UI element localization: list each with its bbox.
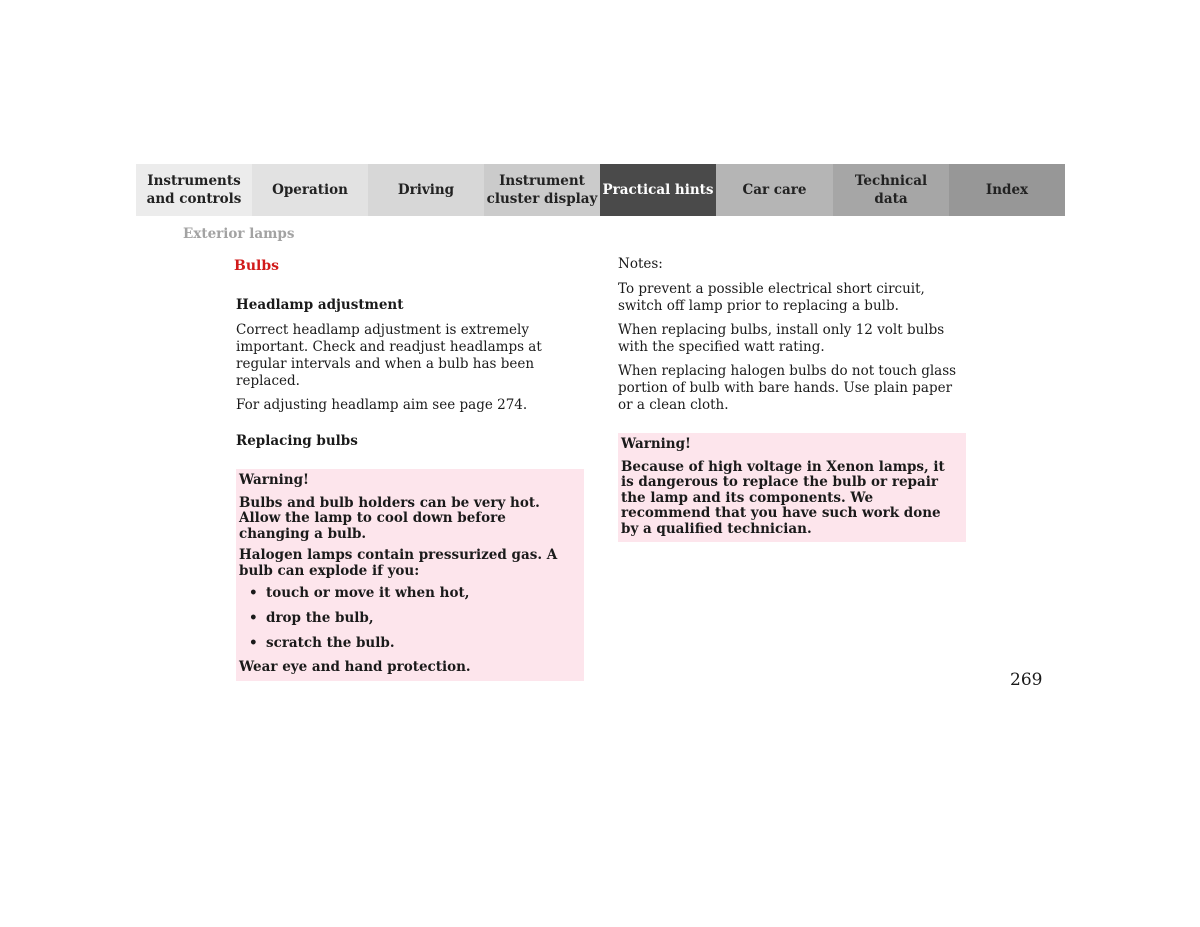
bulbs-heading: Bulbs — [234, 258, 280, 274]
tab-practical-hints[interactable]: Practical hints — [600, 164, 716, 216]
replacing-bulbs-heading: Replacing bulbs — [236, 433, 358, 449]
xenon-warning-box — [618, 433, 966, 542]
note-12-volt: When replacing bulbs, install only 12 volt bulbs with the specified watt rating. — [618, 322, 945, 355]
warning-hot-text: Bulbs and bulb holders can be very hot. Allow the lamp to cool down before changing a bulb. — [239, 494, 540, 542]
warning-protection-text: Wear eye and hand protection. — [239, 659, 471, 675]
section-title: Exterior lamps — [183, 226, 295, 242]
right-column — [618, 256, 966, 542]
tab-index[interactable]: Index — [949, 164, 1065, 216]
tab-car-care[interactable]: Car care — [716, 164, 833, 216]
headlamp-aim-reference: For adjusting headlamp aim see page 274. — [236, 397, 528, 413]
tab-driving[interactable]: Driving — [368, 164, 484, 216]
headlamp-paragraph: Correct headlamp adjustment is extremely important. Check and readjust headlamps at regular intervals and when a bulb has been replaced. — [236, 322, 542, 389]
list-item: • touch or move it when hot, — [249, 585, 580, 601]
headlamp-adjustment-heading: Headlamp adjustment — [236, 297, 404, 313]
left-column — [236, 258, 584, 681]
warning-title: Warning! — [621, 436, 691, 452]
warning-xenon-text: Because of high voltage in Xenon lamps, it is dangerous to replace the bulb or repair the lamp and its components. We recommend that you have such work done by a qualified technician. — [621, 458, 945, 537]
notes-label: Notes: — [618, 256, 663, 272]
note-short-circuit: To prevent a possible electrical short circuit, switch off lamp prior to replacing a bulb. — [618, 281, 925, 314]
tab-instrument-cluster-display[interactable]: Instrument cluster display — [484, 164, 600, 216]
chapter-tabs — [136, 164, 1065, 216]
list-item: • scratch the bulb. — [249, 635, 580, 651]
note-halogen-handling: When replacing halogen bulbs do not touch glass portion of bulb with bare hands. Use plain paper or a clean cloth. — [618, 363, 957, 413]
warning-pressure-text: Halogen lamps contain pressurized gas. A bulb can explode if you: — [239, 547, 558, 579]
page-number: 269 — [1010, 670, 1043, 690]
warning-bullet-list — [249, 585, 580, 651]
list-item: • drop the bulb, — [249, 610, 580, 626]
hot-bulb-warning-box — [236, 469, 584, 681]
tab-technical-data[interactable]: Technical data — [833, 164, 949, 216]
tab-operation[interactable]: Operation — [252, 164, 368, 216]
tab-instruments-and-controls[interactable]: Instruments and controls — [136, 164, 252, 216]
warning-title: Warning! — [239, 472, 309, 488]
